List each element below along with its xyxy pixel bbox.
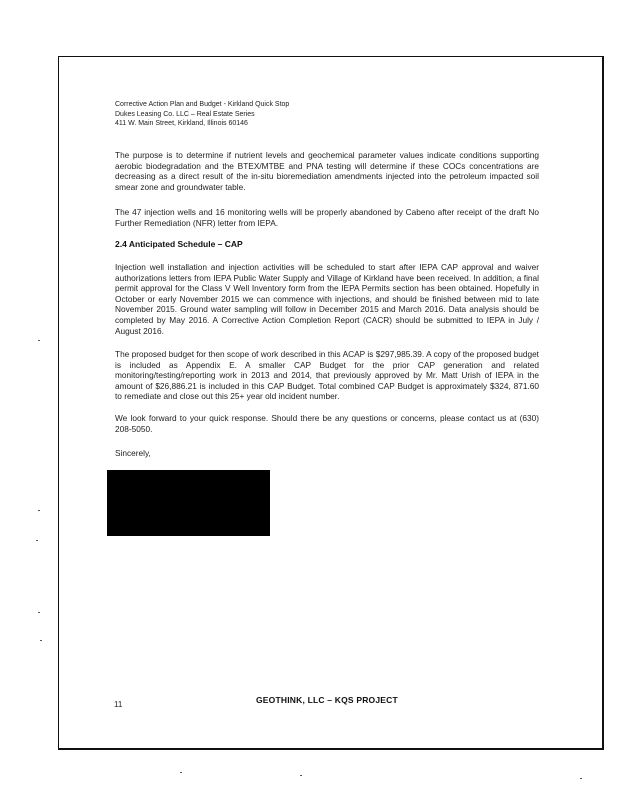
- paragraph-well-abandonment: The 47 injection wells and 16 monitoring wells will be properly abandoned by Cabeno after receipt of the draft No Further Remediation (NFR) letter from IEPA.: [115, 207, 539, 228]
- header-line-1: Corrective Action Plan and Budget - Kirkland Quick Stop: [115, 101, 290, 108]
- page-number: 11: [114, 700, 123, 709]
- paragraph-budget: The proposed budget for then scope of work described in this ACAP is $297,985.39. A copy of the proposed budget is included as Appendix E. A smaller CAP Budget for the prior CAP generation and related monitoring/testing/reporting work in 2013 and 2014, that previously approved by Mr. Matt Urish of IEPA in the amount of $26,886.21 is included in this CAP Budget. Total combined CAP Budget is approximately $324, 871.60 to remediate and close out this 25+ year old incident number.: [115, 349, 539, 402]
- scan-speck: [40, 640, 42, 641]
- scan-speck: [180, 772, 182, 773]
- scan-speck: [300, 775, 302, 776]
- scan-speck: [36, 540, 38, 541]
- document-header: [115, 100, 289, 129]
- paragraph-schedule: Injection well installation and injection activities will be scheduled to start after IEPA CAP approval and waiver authorizations letters from IEPA Public Water Supply and Village of Kirkland have been received. In addition, a final permit approval for the Class V Well Inventory form from the IEPA Permits section has been obtained. Hopefully in October or early November 2015 we can commence with injections, and should be finished between mid to late November 2015. Ground water sampling will follow in December 2015 and March 2016. Data analysis should be completed by May 2016. A Corrective Action Completion Report (CACR) should be submitted to IEPA in July / August 2016.: [115, 262, 539, 336]
- header-line-2: Dukes Leasing Co. LLC – Real Estate Series: [115, 110, 255, 118]
- redacted-signature-block: [107, 470, 270, 536]
- footer-project-title: GEOTHINK, LLC – KQS PROJECT: [256, 695, 398, 705]
- scan-speck: [580, 778, 582, 779]
- section-heading: 2.4 Anticipated Schedule – CAP: [115, 239, 243, 249]
- scan-speck: [38, 510, 40, 511]
- closing-salutation: Sincerely,: [115, 448, 151, 458]
- scan-speck: [38, 340, 40, 341]
- header-line-3: 411 W. Main Street, Kirkland, Illinois 60146: [115, 120, 248, 127]
- paragraph-contact: We look forward to your quick response. Should there be any questions or concerns, please contact us at (630) 208-5050.: [115, 413, 539, 434]
- paragraph-purpose: The purpose is to determine if nutrient levels and geochemical parameter values indicate conditions supporting aerobic biodegradation and the BTEX/MTBE and PNA testing will determine if these COCs concentrations are decreasing as a direct result of the in-situ bioremediation amendments injected into the petroleum impacted soil smear zone and groundwater table.: [115, 150, 539, 192]
- scan-speck: [38, 612, 40, 613]
